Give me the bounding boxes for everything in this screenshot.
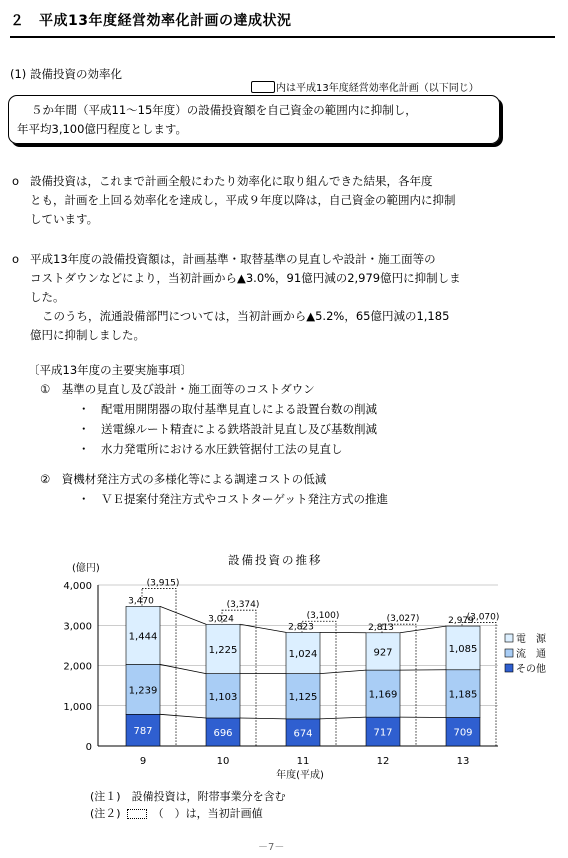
x-tick-label: 9 bbox=[139, 756, 147, 767]
y-tick-label: 3,000 bbox=[63, 621, 92, 633]
legend-swatch bbox=[505, 634, 513, 642]
measure-item: ・ 配電用開閉器の取付基準見直しによる設置台数の削減 bbox=[78, 402, 377, 416]
measure-item: ・ 送電線ルート精査による鉄塔設計見直し及び基数削減 bbox=[78, 422, 377, 436]
legend-label: その他 bbox=[516, 664, 546, 675]
legend-label: 電 源 bbox=[516, 634, 546, 645]
plan-label: (3,100) bbox=[306, 611, 340, 622]
legend-swatch bbox=[505, 664, 513, 672]
connector-line bbox=[240, 718, 286, 719]
note-2-label: (注２) bbox=[90, 807, 121, 820]
connector-line bbox=[400, 626, 446, 633]
plan-label: (3,374) bbox=[226, 600, 260, 611]
section-heading: (1) 設備投資の効率化 bbox=[10, 67, 122, 81]
total-label: 3,470 bbox=[128, 596, 154, 607]
plan-line: 年平均3,100億円程度とします。 bbox=[17, 122, 188, 136]
data-label: 1,169 bbox=[368, 689, 398, 701]
measure-item: ・ 水力発電所における水圧鉄管据付工法の見直し bbox=[78, 442, 343, 456]
total-label: 3,024 bbox=[208, 614, 234, 625]
note-1: (注１) 設備投資は，附帯事業分を含む bbox=[90, 790, 286, 803]
para-line: しています。 bbox=[30, 212, 99, 226]
note-2 bbox=[90, 805, 263, 821]
data-label: 1,085 bbox=[448, 643, 478, 655]
plan-label: (3,070) bbox=[466, 612, 500, 623]
legend-label: 流 通 bbox=[516, 649, 546, 660]
data-label: 1,125 bbox=[288, 692, 318, 704]
x-tick-label: 13 bbox=[456, 756, 470, 767]
connector-line bbox=[160, 664, 206, 673]
connector-line bbox=[320, 717, 366, 719]
y-tick-label: 4,000 bbox=[63, 581, 92, 592]
connector-line bbox=[320, 670, 366, 674]
data-label: 1,024 bbox=[288, 648, 318, 660]
measure-group-2: ② 資機材発注方式の多様化等による調達コストの低減 bbox=[40, 472, 327, 486]
para-line: コストダウンなどにより，当初計画から▲3.0%，91億円減の2,979億円に抑制しま bbox=[30, 271, 461, 285]
data-label: 1,103 bbox=[208, 691, 238, 703]
x-axis-label: 年度(平成) bbox=[276, 770, 324, 781]
data-label: 696 bbox=[213, 727, 233, 739]
para-line: 設備投資は，これまで計画全般にわたり効率化に取り組んできた結果，各年度 bbox=[30, 174, 433, 188]
total-label: 2,813 bbox=[368, 622, 394, 633]
data-label: 709 bbox=[453, 727, 473, 739]
y-tick-label: 1,000 bbox=[63, 701, 92, 713]
y-tick-label: 0 bbox=[85, 742, 92, 753]
connector-line bbox=[160, 714, 206, 718]
legend-swatch bbox=[505, 649, 513, 657]
data-label: 674 bbox=[293, 728, 313, 740]
data-label: 1,444 bbox=[128, 631, 158, 643]
x-tick-label: 12 bbox=[376, 756, 390, 767]
x-tick-label: 11 bbox=[296, 756, 310, 767]
para-line: このうち，流通設備部門については，当初計画から▲5.2%，65億円減の1,185 bbox=[42, 309, 450, 323]
page-title: ２ 平成13年度経営効率化計画の達成状況 bbox=[10, 13, 292, 29]
page-number: －7－ bbox=[258, 842, 285, 853]
para-line: とも，計画を上回る効率化を達成し，平成９年度以降は，自己資金の範囲内に抑制 bbox=[30, 193, 456, 207]
data-label: 717 bbox=[373, 727, 393, 739]
bullet-marker: o bbox=[12, 252, 20, 266]
x-tick-label: 10 bbox=[216, 756, 230, 767]
chart-title: 設備投資の推移 bbox=[228, 553, 323, 567]
plan-label: (3,915) bbox=[146, 578, 180, 589]
connector-line bbox=[160, 606, 206, 624]
note-2-text: （ ）は，当初計画値 bbox=[152, 807, 263, 820]
data-label: 1,185 bbox=[448, 689, 478, 701]
para-line: 平成13年度の設備投資額は，計画基準・取替基準の見直しや設計・施工面等の bbox=[30, 252, 436, 266]
measure-group-1: ① 基準の見直し及び設計・施工面等のコストダウン bbox=[40, 382, 315, 396]
total-label: 2,979 bbox=[448, 616, 474, 627]
para-line: した。 bbox=[30, 290, 65, 304]
plan-line: ５か年間（平成11～15年度）の設備投資額を自己資金の範囲内に抑制し， bbox=[31, 103, 417, 117]
plan-label: (3,027) bbox=[386, 614, 420, 625]
measures-heading: 〔平成13年度の主要実施事項〕 bbox=[28, 363, 193, 377]
y-tick-label: 2,000 bbox=[63, 661, 92, 673]
dashed-box-icon bbox=[127, 809, 147, 819]
data-label: 1,239 bbox=[128, 685, 158, 697]
measure-item: ・ ＶＥ提案付発注方式やコストターゲット発注方式の推進 bbox=[78, 492, 389, 506]
data-label: 927 bbox=[373, 647, 393, 659]
legend-note-text: 内は平成13年度経営効率化計画（以下同じ） bbox=[276, 83, 479, 94]
data-label: 787 bbox=[133, 726, 153, 738]
para-line: 億円に抑制しました。 bbox=[30, 328, 145, 342]
y-axis-label: (億円) bbox=[72, 563, 100, 574]
bullet-marker: o bbox=[12, 174, 20, 188]
total-label: 2,823 bbox=[288, 622, 314, 633]
data-label: 1,225 bbox=[208, 644, 238, 656]
